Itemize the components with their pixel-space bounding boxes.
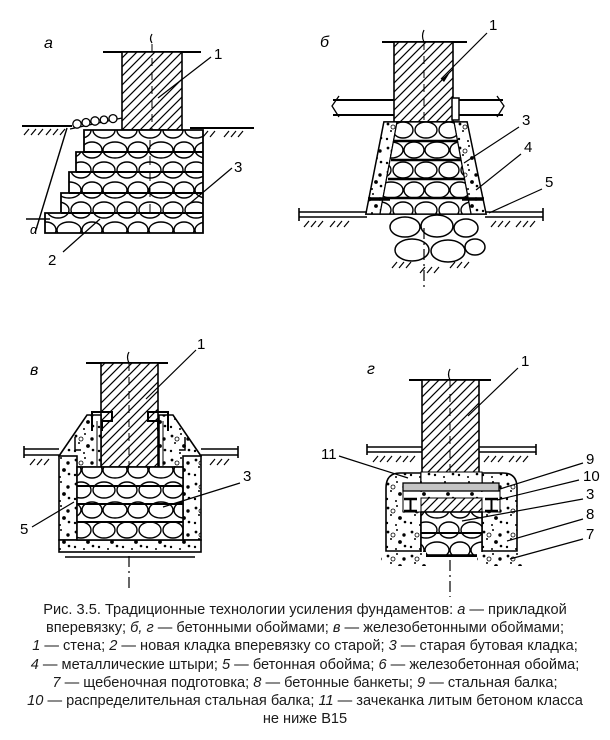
callout-1-g: 1 — [521, 353, 530, 370]
caption-text: — прикладкой — [465, 602, 567, 618]
caption-text: — железобетонными обоймами; — [340, 620, 564, 637]
callout-3-g: 3 — [586, 486, 595, 503]
caption-text: — бетонная обойма; — [230, 656, 379, 673]
caption-text: — стена; — [40, 638, 110, 655]
panel-v-letter: в — [30, 362, 39, 379]
caption-text: — новая кладка вперевязку со старой; — [117, 638, 389, 655]
panel-v — [20, 336, 251, 590]
callout-3-b: 3 — [522, 112, 531, 129]
caption-line-1 — [0, 601, 610, 619]
caption-text: — стальная балка; — [425, 674, 558, 691]
panel-a — [22, 34, 254, 269]
wall-a — [103, 34, 201, 130]
caption-text: не ниже В15 — [262, 711, 348, 728]
caption-key: 3 — [388, 638, 397, 655]
caption-key: 6 — [378, 656, 387, 673]
caption-text: — щебеночная подготовка; — [60, 674, 254, 691]
caption-text: — зачеканка литым бетоном класса — [333, 693, 583, 710]
caption-text: вперевязку; — [46, 620, 131, 637]
caption-key: в — [332, 620, 341, 637]
caption-key: 9 — [417, 674, 426, 691]
panel-b-letter: б — [320, 34, 329, 51]
caulking-strip — [421, 472, 482, 483]
caption-key: 7 — [52, 674, 61, 691]
panel-a-letter: а — [44, 35, 53, 52]
caption-key: 4 — [30, 656, 39, 673]
panel-b — [299, 17, 553, 288]
callout-1-b: 1 — [489, 17, 498, 34]
caption-key: 8 — [253, 674, 262, 691]
caption-key: 11 — [318, 693, 334, 710]
caption-key: 2 — [109, 638, 118, 655]
callout-1-a: 1 — [214, 46, 223, 63]
caption-text: — бетонные банкеты; — [261, 674, 418, 691]
callout-10-g: 10 — [583, 468, 600, 485]
hatched-zone — [421, 498, 482, 512]
underground-stones-b — [390, 215, 485, 288]
rubble-foundation-a — [45, 130, 203, 233]
caption-key: б, г — [130, 620, 154, 637]
caption-text: — старая бутовая кладка; — [396, 638, 578, 655]
centerline-break — [128, 352, 130, 363]
caption-text: — бетонными обоймами; — [153, 620, 333, 637]
caption-text: Рис. 3.5. Традиционные технологии усиления фундаментов: — [43, 602, 458, 618]
wall-g — [409, 369, 491, 477]
callout-9-g: 9 — [586, 451, 595, 468]
caption-key: а — [457, 602, 466, 618]
concrete-jacket-b — [366, 122, 486, 214]
figure-caption — [0, 601, 610, 728]
dots-band — [412, 492, 491, 498]
distribution-steel-beam — [403, 483, 499, 491]
wall-pin-b — [452, 98, 459, 120]
callout-8-g: 8 — [586, 506, 595, 523]
callout-2-a: 2 — [48, 252, 57, 269]
panel-g-letter: г — [367, 361, 375, 378]
caption-key: 1 — [32, 638, 41, 655]
caption-line-7 — [0, 710, 610, 728]
caption-line-3 — [0, 637, 610, 655]
caption-text: — металлические штыри; — [38, 656, 222, 673]
caption-key: 10 — [27, 693, 44, 710]
callout-3-v: 3 — [243, 468, 252, 485]
caption-line-5 — [0, 674, 610, 692]
callout-7-g: 7 — [586, 526, 595, 543]
callout-3-a: 3 — [234, 159, 243, 176]
caption-line-4 — [0, 656, 610, 674]
angle-alpha-label: α — [30, 222, 38, 237]
callout-4-b: 4 — [524, 139, 533, 156]
caption-text: — распределительная стальная балка; — [43, 693, 319, 710]
panel-g — [321, 353, 600, 597]
caption-key: 5 — [222, 656, 231, 673]
callout-1-v: 1 — [197, 336, 206, 353]
callout-5-v: 5 — [20, 521, 29, 538]
rubble-masonry-g — [411, 512, 492, 556]
centerline-break — [423, 30, 425, 42]
callout-11-g: 11 — [321, 446, 337, 463]
centerline-break — [449, 369, 451, 380]
caption-line-6 — [0, 692, 610, 710]
centerline-break — [151, 34, 153, 43]
caption-line-2 — [0, 619, 610, 637]
new-masonry-top-stones — [70, 115, 122, 129]
rubble-masonry-v — [77, 467, 183, 540]
callout-5-b: 5 — [545, 174, 554, 191]
caption-text: — железобетонная обойма; — [386, 656, 580, 673]
